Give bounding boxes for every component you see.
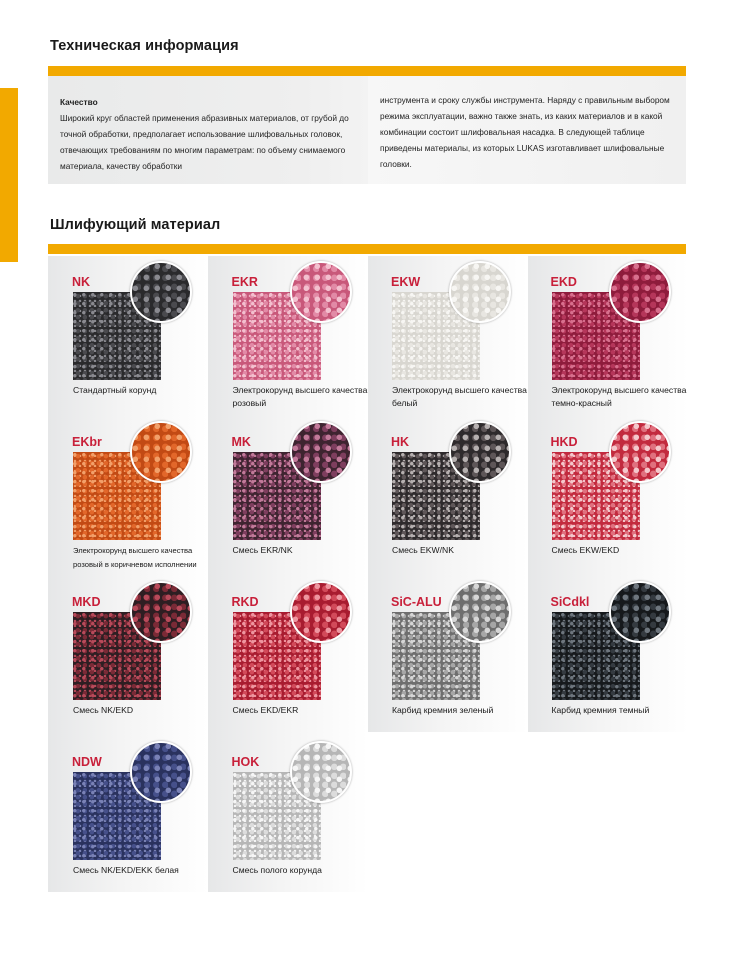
material-card (367, 256, 527, 416)
info-column-right (368, 76, 686, 184)
material-card (208, 256, 368, 416)
material-code: SiCdkl (550, 595, 590, 609)
material-code: NK (72, 275, 91, 289)
material-code: MKD (72, 595, 101, 609)
material-code: EKD (550, 275, 577, 289)
material-caption: Смесь NK/EKD/EKK белая (73, 865, 179, 875)
material-caption: Стандартный корунд (73, 385, 157, 395)
quality-label: Качество (60, 97, 98, 107)
material-closeup-circle (290, 741, 352, 803)
material-card (527, 256, 687, 416)
material-caption: Электрокорунд высшего качества темно-красный (551, 385, 687, 408)
quality-info-box (48, 76, 686, 184)
material-caption: Смесь NK/EKD (73, 705, 134, 715)
material-caption: Карбид кремния темный (551, 705, 650, 715)
material-code: HK (391, 435, 410, 449)
material-caption: Электрокорунд высшего качества розовый (232, 385, 368, 408)
material-code: MK (231, 435, 251, 449)
material-code: NDW (72, 755, 102, 769)
material-caption: Электрокорунд высшего качества розовый в коричневом исполнении (73, 546, 197, 569)
material-code: RKD (231, 595, 259, 609)
material-card (48, 736, 208, 896)
material-closeup-circle (449, 581, 511, 643)
material-closeup-circle (290, 261, 352, 323)
material-card (367, 576, 527, 736)
material-caption: Смесь полого корунда (232, 865, 322, 875)
empty-grid-area (366, 732, 686, 892)
material-code: EKR (231, 275, 258, 289)
material-closeup-circle (609, 581, 671, 643)
material-closeup-circle (449, 421, 511, 483)
material-closeup-circle (130, 261, 192, 323)
material-closeup-circle (130, 581, 192, 643)
material-caption: Карбид кремния зеленый (392, 705, 494, 715)
material-code: SiC-ALU (391, 595, 442, 609)
material-caption: Смесь EKR/NK (232, 545, 293, 555)
quality-text-left: Широкий круг областей применения абразивных материалов, от грубой до точной обработки, предполагает использование шлифовальных головок, отвечающих требованиям по многим параметрам: по объему снимаемого материала, качеству обработки (60, 113, 349, 171)
material-closeup-circle (130, 421, 192, 483)
material-closeup-circle (609, 261, 671, 323)
material-closeup-circle (609, 421, 671, 483)
material-caption: Смесь EKW/EKD (551, 545, 620, 555)
material-caption: Электрокорунд высшего качества белый (392, 385, 527, 408)
material-card (527, 576, 687, 736)
material-card (208, 736, 368, 896)
material-grid (48, 256, 686, 892)
material-caption: Смесь EKD/EKR (232, 705, 299, 715)
title-underline-bar-2 (48, 244, 686, 254)
technical-info-title: Техническая информация (50, 38, 239, 54)
material-closeup-circle (130, 741, 192, 803)
material-card (48, 576, 208, 736)
title-underline-bar (48, 66, 686, 76)
material-code: HKD (550, 435, 578, 449)
material-card (48, 256, 208, 416)
side-tab-marker (0, 88, 18, 262)
info-column-left (48, 76, 368, 184)
material-card (208, 416, 368, 576)
material-card (208, 576, 368, 736)
material-card (527, 416, 687, 576)
material-closeup-circle (290, 581, 352, 643)
material-closeup-circle (290, 421, 352, 483)
material-closeup-circle (449, 261, 511, 323)
material-code: HOK (231, 755, 260, 769)
quality-text-right: инструмента и сроку службы инструмента. Наряду с правильным выбором режима эксплуатации, важно также знать, из каких материалов и в какой комбинации состоит шлифовальная насадка. В следующей таблице приведены материалы, из которых LUKAS изготавливает шлифовальные головки. (380, 95, 670, 169)
material-caption: Смесь EKW/NK (392, 545, 454, 555)
material-card (367, 416, 527, 576)
abrasive-material-title: Шлифующий материал (50, 217, 221, 233)
material-code: EKW (391, 275, 421, 289)
material-card (48, 416, 208, 576)
material-code: EKbr (72, 435, 102, 449)
